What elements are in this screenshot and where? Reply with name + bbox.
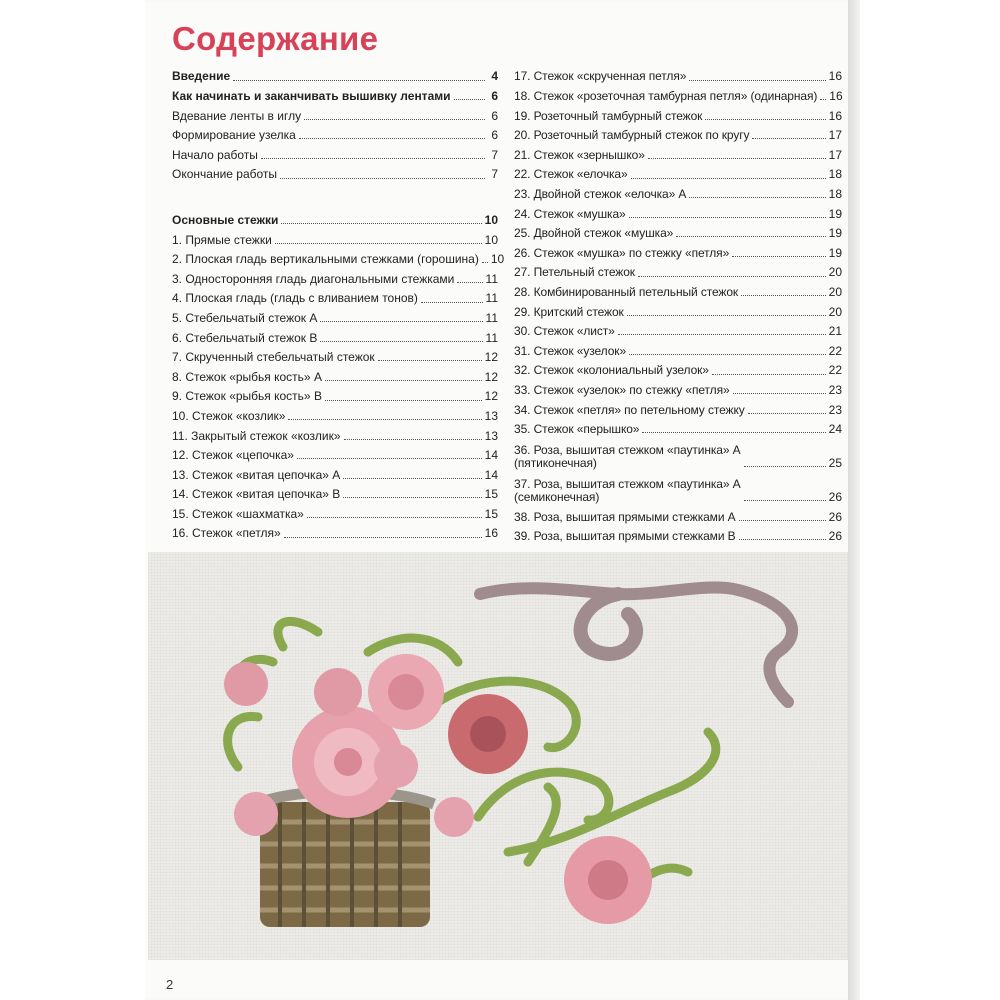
toc-page-number: 20 [828,284,842,299]
toc-entry-label: 1. Прямые стежки [172,232,272,247]
toc-dot-leader [343,478,481,479]
toc-entry[interactable] [172,482,498,502]
toc-page-number: 20 [828,304,842,319]
toc-dot-leader [261,158,485,159]
toc-page-number: 17 [828,128,842,143]
toc-dot-leader [689,197,825,198]
toc-dot-leader [297,458,482,459]
toc-dot-leader [275,243,482,244]
toc-entry-label: 10. Стежок «козлик» [172,408,286,423]
toc-dot-leader [307,517,482,518]
toc-entry[interactable] [172,521,498,541]
toc-entry-label: 22. Стежок «елочка» [514,167,628,182]
toc-page-number: 12 [484,369,498,384]
toc-entry[interactable] [514,182,842,202]
toc-dot-leader [820,99,826,100]
toc-dot-leader [288,419,481,420]
toc-page-number: 22 [828,343,842,358]
toc-entry[interactable] [514,280,842,300]
toc-entry[interactable] [172,501,498,521]
toc-entry[interactable] [172,325,498,345]
toc-entry-label: 13. Стежок «витая цепочка» А [172,467,341,482]
toc-entry[interactable] [514,436,842,470]
toc-entry[interactable] [514,299,842,319]
toc-page-number: 10 [484,212,498,227]
toc-entry-label: 33. Стежок «узелок» по стежку «петля» [514,382,730,397]
toc-dot-leader [739,520,826,521]
toc-entry[interactable] [514,524,842,544]
toc-page-number: 6 [491,89,498,103]
toc-entry-label: 14. Стежок «витая цепочка» В [172,487,341,502]
toc-entry-label: Формирование узелка [172,128,296,143]
toc-dot-leader [320,341,482,342]
toc-entry-label: 27. Петельный стежок [514,265,635,280]
toc-section-gap [172,182,498,208]
toc-dot-leader [378,360,482,361]
toc-entry-label: 7. Скрученный стебельчатый стежок [172,350,375,365]
toc-entry-label: 28. Комбинированный петельный стежок [514,284,739,299]
toc-entry-label: 5. Стебельчатый стежок А [172,310,318,325]
toc-dot-leader [732,256,825,257]
toc-entry[interactable] [514,64,842,84]
toc-entry-label: 16. Стежок «петля» [172,526,281,541]
toc-entry-label: Окончание работы [172,167,278,182]
toc-entry[interactable] [172,208,498,228]
toc-dot-leader [325,380,482,381]
toc-page-number: 6 [491,108,498,123]
toc-entry-label: 6. Стебельчатый стежок В [172,330,318,345]
toc-dot-leader [304,119,485,120]
toc-entry[interactable] [514,240,842,260]
toc-page-number: 18 [828,186,842,201]
toc-entry[interactable] [172,306,498,326]
toc-entry-label: 31. Стежок «узелок» [514,343,627,358]
embroidery-photo [148,552,848,960]
toc-page-number: 23 [828,402,842,417]
toc-page-number: 12 [484,389,498,404]
toc-entry-label: 4. Плоская гладь (гладь с вливанием тонов) [172,291,418,306]
toc-entry-label: 18. Стежок «розеточная тамбурная петля» (одинарная) [514,89,818,103]
toc-page-number: 17 [828,147,842,162]
toc-page-number: 20 [828,265,842,280]
toc-dot-leader [284,537,482,538]
toc-entry[interactable] [172,64,498,84]
toc-dot-leader [325,400,482,401]
toc-entry[interactable] [514,162,842,182]
toc-entry-label: 2. Плоская гладь вертикальными стежками (горошина) [172,252,479,267]
toc-page-number: 16 [828,108,842,123]
toc-entry[interactable] [172,364,498,384]
toc-dot-leader [739,539,826,540]
toc-entry[interactable] [172,384,498,404]
toc-dot-leader [744,500,826,501]
toc-dot-leader [457,282,482,283]
page-title: Содержание [172,20,379,57]
toc-page-number: 10 [490,252,505,267]
toc-entry[interactable] [172,462,498,482]
toc-page-number: 23 [828,382,842,397]
toc-page-number: 15 [484,487,498,502]
toc-page-number: 19 [828,245,842,260]
toc-page-number: 26 [828,490,842,505]
toc-dot-leader [618,334,826,335]
toc-dot-leader [280,178,485,179]
page-edge [848,0,860,1000]
toc-dot-leader [482,262,488,263]
toc-page-number: 15 [484,506,498,521]
toc-entry[interactable] [172,404,498,424]
toc-page-number: 26 [828,509,842,524]
toc-entry-label-line1: 37. Роза, вышитая стежком «паутинка» А [514,476,741,491]
toc-dot-leader [748,413,826,414]
toc-entry[interactable] [514,470,842,504]
toc-page-number: 16 [828,69,842,84]
toc-page-number: 21 [828,324,842,339]
toc-entry-label: 35. Стежок «перышко» [514,422,640,437]
toc-entry-label: 32. Стежок «колониальный узелок» [514,363,709,378]
toc-entry-label: Начало работы [172,147,258,162]
toc-page-number: 11 [485,271,498,286]
toc-dot-leader [648,158,826,159]
toc-entry[interactable] [172,103,498,123]
toc-page-number: 19 [828,206,842,221]
toc-page-number: 10 [484,232,498,247]
toc-entry[interactable] [514,84,842,104]
toc-entry[interactable] [514,103,842,123]
toc-entry-label: Введение [172,69,231,84]
toc-dot-leader [281,223,481,224]
page-number: 2 [166,977,174,992]
toc-dot-leader [343,497,481,498]
toc-page-number: 11 [485,330,498,345]
toc-page-number: 16 [484,526,498,541]
toc-entry-label: 34. Стежок «петля» по петельному стежку [514,402,745,417]
toc-dot-leader [744,466,826,467]
toc-page-number: 18 [828,167,842,182]
toc-entry[interactable] [172,247,505,267]
toc-dot-leader [299,138,485,139]
toc-page-number: 26 [828,529,842,544]
toc-entry[interactable] [514,319,842,339]
toc-entry-label: Вдевание ленты в иглу [172,108,302,123]
toc-dot-leader [676,236,825,237]
toc-page-number: 22 [828,363,842,378]
toc-entry[interactable] [514,504,842,524]
toc-page-number: 6 [491,128,498,143]
toc-entry-label: Основные стежки [172,212,279,227]
toc-entry[interactable] [172,286,498,306]
toc-dot-leader [627,315,826,316]
toc-entry[interactable] [514,378,842,398]
toc-page-number: 13 [484,408,498,423]
toc-page-number: 14 [484,467,498,482]
toc-page-number: 4 [491,69,498,84]
toc-page-number: 11 [485,310,498,325]
toc-entry[interactable] [172,423,498,443]
toc-dot-leader [421,302,483,303]
toc-entry-label: 19. Розеточный тамбурный стежок [514,108,703,123]
toc-entry-label-line2: (семиконечная) [514,490,600,505]
toc-entry-label: 30. Стежок «лист» [514,324,615,339]
toc-entry[interactable] [514,397,842,417]
toc-entry[interactable] [514,221,842,241]
toc-page-number: 12 [484,350,498,365]
toc-entry[interactable] [172,162,498,182]
toc-dot-leader [629,217,826,218]
ribbon-embroidery-illustration [148,552,848,960]
toc-page-number: 25 [828,456,842,471]
toc-entry-label: 29. Критский стежок [514,304,624,319]
toc-page-number: 7 [491,167,498,182]
toc-entry[interactable] [514,123,842,143]
toc-entry[interactable] [514,201,842,221]
toc-entry-label-line2: (пятиконечная) [514,456,597,471]
toc-dot-leader [741,295,826,296]
toc-dot-leader [233,80,485,81]
toc-entry-label: 38. Роза, вышитая прямыми стежками А [514,509,736,524]
toc-entry[interactable] [172,266,498,286]
toc-entry-label: 9. Стежок «рыбья кость» В [172,389,322,404]
toc-entry[interactable] [172,84,498,104]
toc-dot-leader [705,119,825,120]
toc-entry-label: 12. Стежок «цепочка» [172,448,294,463]
toc-dot-leader [752,138,825,139]
toc-entry-label: 17. Стежок «скрученная петля» [514,69,687,84]
toc-page-number: 13 [484,428,498,443]
toc-entry[interactable] [514,358,842,378]
toc-entry-label: 23. Двойной стежок «елочка» А [514,186,687,201]
toc-entry-label: 15. Стежок «шахматка» [172,506,304,521]
toc-entry-label: 11. Закрытый стежок «козлик» [172,428,341,443]
toc-dot-leader [344,439,482,440]
toc-entry-label: 21. Стежок «зернышко» [514,147,645,162]
toc-dot-leader [320,321,482,322]
toc-entry-label: 20. Розеточный тамбурный стежок по кругу [514,128,750,143]
toc-dot-leader [712,374,826,375]
toc-entry[interactable] [514,338,842,358]
toc-dot-leader [629,354,826,355]
toc-entry[interactable] [514,142,842,162]
toc-page-number: 19 [828,226,842,241]
toc-entry-label [514,444,741,470]
toc-page-number: 24 [828,422,842,437]
toc-entry[interactable] [172,227,498,247]
toc-entry-label: 24. Стежок «мушка» [514,206,626,221]
toc-entry[interactable] [514,260,842,280]
toc-page-number: 7 [491,147,498,162]
toc-dot-leader [733,393,826,394]
toc-entry-label-line1: 36. Роза, вышитая стежком «паутинка» А [514,442,741,457]
toc-entry-label: 26. Стежок «мушка» по стежку «петля» [514,245,730,260]
toc-entry[interactable] [514,417,842,437]
toc-dot-leader [638,276,826,277]
toc-left-column [172,64,505,541]
toc-entry-label: 3. Односторонняя гладь диагональными стежками [172,271,455,286]
toc-entry[interactable] [172,443,498,463]
toc-entry[interactable] [172,345,498,365]
toc-entry-label: 25. Двойной стежок «мушка» [514,226,674,241]
toc-page-number: 16 [829,89,843,103]
toc-dot-leader [642,432,825,433]
toc-page-number: 11 [485,291,498,306]
toc-page-number: 14 [484,448,498,463]
toc-entry-label [514,478,741,504]
toc-right-column [514,64,842,543]
toc-dot-leader [454,99,486,100]
toc-entry-label: Как начинать и заканчивать вышивку лентами [172,89,451,103]
toc-dot-leader [631,178,826,179]
toc-dot-leader [689,80,825,81]
toc-entry[interactable] [172,123,498,143]
toc-entry-label: 39. Роза, вышитая прямыми стежками В [514,529,736,544]
toc-entry-label: 8. Стежок «рыбья кость» А [172,369,322,384]
toc-entry[interactable] [172,142,498,162]
